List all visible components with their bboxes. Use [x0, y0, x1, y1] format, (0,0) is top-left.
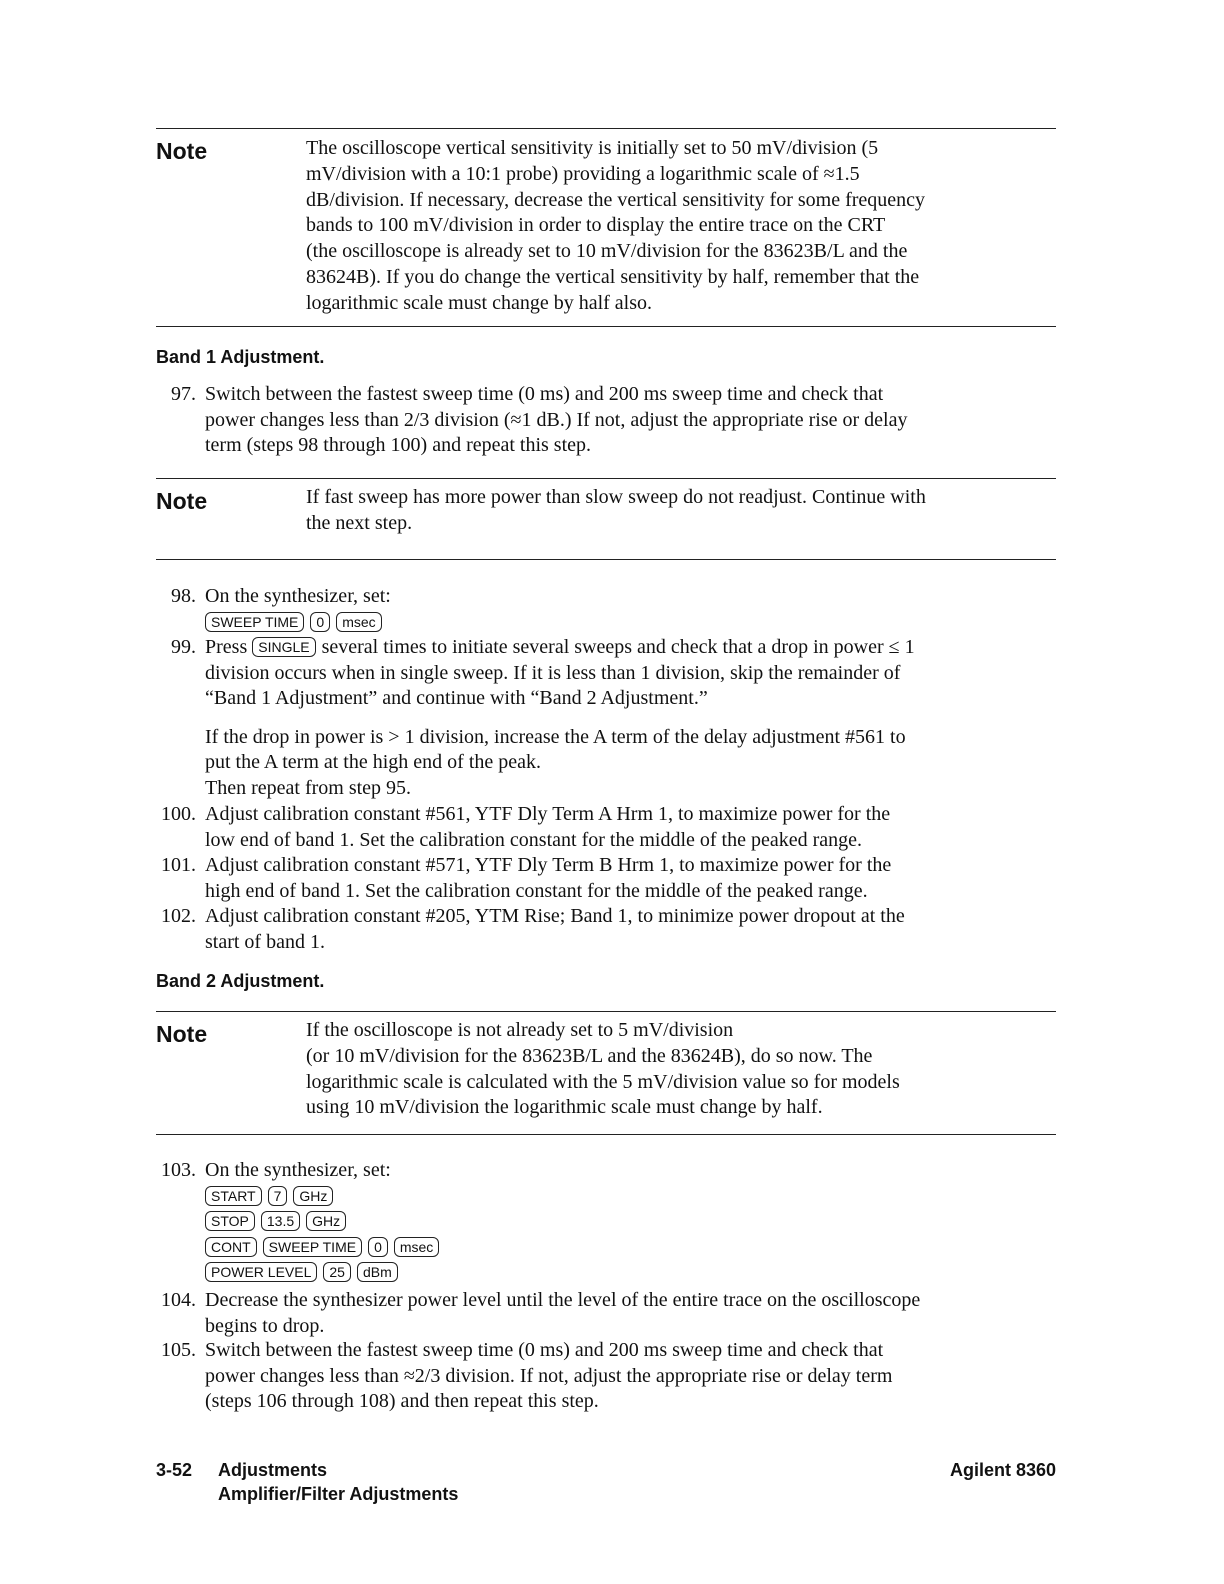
note-label: Note: [156, 488, 208, 514]
start-key[interactable]: START: [205, 1186, 262, 1206]
note-line: using 10 mV/division the logarithmic scale must change by half.: [306, 1096, 823, 1119]
note-label: Note: [156, 138, 208, 164]
stop-key[interactable]: STOP: [205, 1211, 255, 1231]
step-text-line: high end of band 1. Set the calibration constant for the middle of the peaked range.: [205, 879, 868, 902]
key-sequence: [205, 1184, 1060, 1210]
note-line: dB/division. If necessary, decrease the vertical sensitivity for some frequency: [306, 188, 926, 211]
note-line: If fast sweep has more power than slow sweep do not readjust. Continue with: [306, 486, 926, 508]
step-number: 100.: [161, 803, 196, 825]
note-text: [306, 136, 1051, 317]
dbm-key[interactable]: dBm: [357, 1262, 398, 1282]
step-text-line: division occurs when in single sweep. If it is less than 1 division, skip the remainder of: [205, 661, 901, 684]
step-text-line: Adjust calibration constant #205, YTM Rise; Band 1, to minimize power dropout at the: [205, 905, 905, 927]
ghz-key[interactable]: GHz: [306, 1211, 346, 1231]
step-text-line: Adjust calibration constant #561, YTF Dly Term A Hrm 1, to maximize power for the: [205, 803, 891, 825]
step-text-line: On the synthesizer, set:: [205, 1159, 391, 1181]
step-number: 105.: [161, 1339, 196, 1361]
note-text: [306, 485, 1051, 537]
note-line: logarithmic scale is calculated with the 5 mV/division value so for models: [306, 1070, 900, 1093]
sweep-time-key[interactable]: SWEEP TIME: [263, 1237, 362, 1257]
footer-product: Agilent 8360: [949, 1460, 1056, 1480]
step-text-line: power changes less than 2/3 division (≈1 dB.) If not, adjust the appropriate rise or delay: [205, 408, 908, 431]
note-line: 83624B). If you do change the vertical sensitivity by half, remember that the: [306, 265, 920, 288]
note-box: [156, 128, 1056, 327]
step-text-line: start of band 1.: [205, 930, 325, 953]
digit-0-key[interactable]: 0: [310, 612, 330, 632]
note-line: logarithmic scale must change by half also.: [306, 291, 653, 314]
key-sequence: [205, 610, 1060, 636]
value-13-5-key[interactable]: 13.5: [261, 1211, 300, 1231]
note-line: bands to 100 mV/division in order to display the entire trace on the CRT: [306, 214, 886, 237]
step-text-line: put the A term at the high end of the peak.: [205, 751, 542, 774]
step-text-line: power changes less than ≈2/3 division. If not, adjust the appropriate rise or delay term: [205, 1364, 893, 1387]
step-number: 102.: [161, 905, 196, 927]
step-text-line: Then repeat from step 95.: [205, 776, 412, 799]
section-heading-band2: Band 2 Adjustment.: [156, 971, 325, 991]
value-25-key[interactable]: 25: [323, 1262, 351, 1282]
step-text-line: term (steps 98 through 100) and repeat this step.: [205, 434, 592, 457]
step-text-line: If the drop in power is > 1 division, increase the A term of the delay adjustment #561 to: [205, 725, 906, 748]
section-heading-band1: Band 1 Adjustment.: [156, 347, 325, 367]
step-text-line: [205, 635, 1060, 661]
step-text-line: Switch between the fastest sweep time (0 ms) and 200 ms sweep time and check that: [205, 1339, 884, 1361]
step-number: 101.: [161, 854, 196, 876]
step-text-line: “Band 1 Adjustment” and continue with “Band 2 Adjustment.”: [205, 687, 708, 710]
step-number: 98.: [171, 585, 196, 607]
note-text: [306, 1018, 1051, 1121]
note-line: (the oscilloscope is already set to 10 mV/division for the 83623B/L and the: [306, 240, 908, 263]
step-text: Press: [205, 636, 248, 658]
digit-0-key[interactable]: 0: [368, 1237, 388, 1257]
step-text-line: Decrease the synthesizer power level until the level of the entire trace on the oscilloscope: [205, 1289, 921, 1311]
footer-subsection: Amplifier/Filter Adjustments: [218, 1484, 459, 1504]
step-text-line: low end of band 1. Set the calibration constant for the middle of the peaked range.: [205, 828, 863, 851]
footer-page-number: 3-52: [156, 1460, 193, 1480]
cont-key[interactable]: CONT: [205, 1237, 257, 1257]
msec-key[interactable]: msec: [394, 1237, 439, 1257]
step-text: several times to initiate several sweeps and check that a drop in power ≤ 1: [321, 636, 915, 658]
sweep-time-key[interactable]: SWEEP TIME: [205, 612, 304, 632]
power-level-key[interactable]: POWER LEVEL: [205, 1262, 317, 1282]
key-sequence: [205, 1209, 1060, 1235]
note-line: the next step.: [306, 511, 413, 534]
ghz-key[interactable]: GHz: [293, 1186, 333, 1206]
key-sequence: [205, 1260, 1060, 1286]
step-number: 99.: [171, 636, 196, 658]
digit-7-key[interactable]: 7: [268, 1186, 288, 1206]
step-text-line: Switch between the fastest sweep time (0 ms) and 200 ms sweep time and check that: [205, 383, 884, 405]
note-line: The oscilloscope vertical sensitivity is initially set to 50 mV/division (5: [306, 137, 879, 159]
note-line: If the oscilloscope is not already set to 5 mV/division: [306, 1019, 734, 1041]
step-text-line: begins to drop.: [205, 1314, 325, 1337]
step-number: 104.: [161, 1289, 196, 1311]
note-line: mV/division with a 10:1 probe) providing a logarithmic scale of ≈1.5: [306, 162, 860, 185]
msec-key[interactable]: msec: [336, 612, 381, 632]
step-text-line: Adjust calibration constant #571, YTF Dly Term B Hrm 1, to maximize power for the: [205, 854, 892, 876]
note-label: Note: [156, 1021, 208, 1047]
note-box: [156, 1011, 1056, 1135]
step-number: 97.: [171, 383, 196, 405]
step-text-line: (steps 106 through 108) and then repeat this step.: [205, 1390, 599, 1413]
note-line: (or 10 mV/division for the 83623B/L and the 83624B), do so now. The: [306, 1044, 873, 1067]
single-key[interactable]: SINGLE: [252, 637, 315, 657]
footer-section: Adjustments: [218, 1460, 328, 1480]
step-text-line: On the synthesizer, set:: [205, 585, 391, 607]
key-sequence: [205, 1235, 1060, 1261]
note-box: [156, 478, 1056, 560]
step-number: 103.: [161, 1159, 196, 1181]
